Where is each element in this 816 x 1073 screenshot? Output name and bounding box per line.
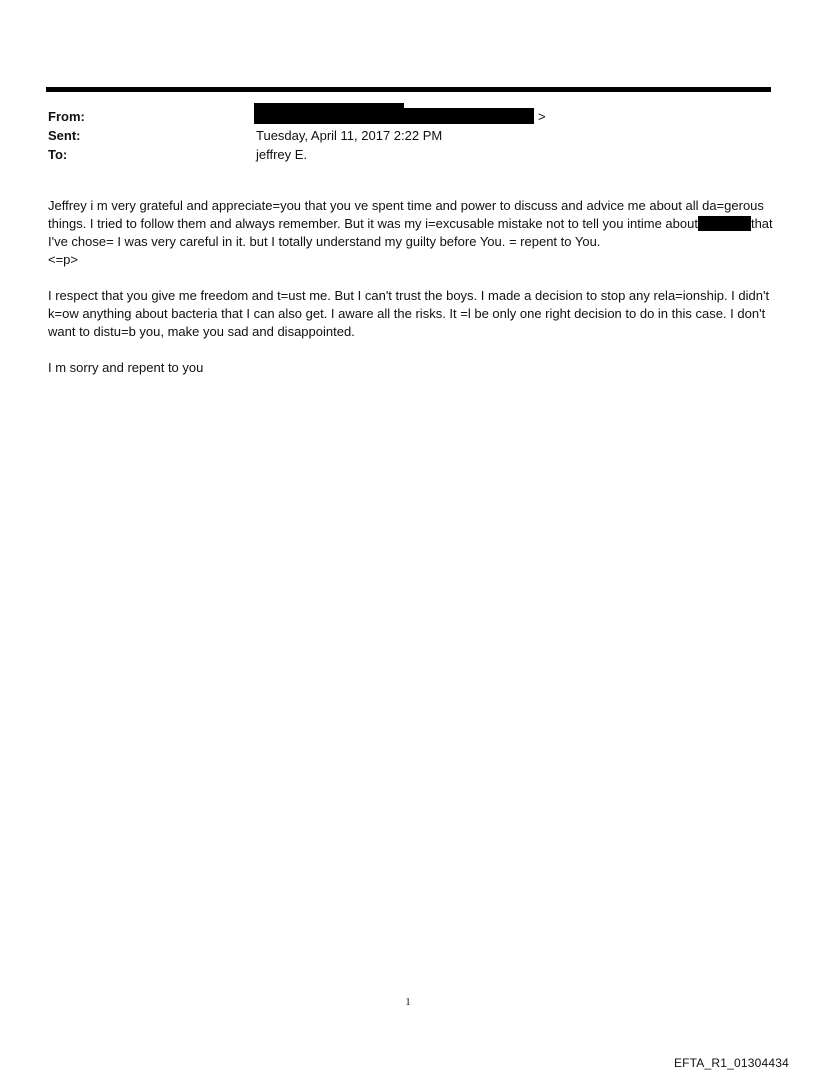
body-paragraph-1-part-b: that I've chose= I was very careful in it. but I totally understand my guilty before You. = repent to You.: [48, 216, 773, 249]
sent-label: Sent:: [48, 128, 81, 143]
body-paragraph-2: I respect that you give me freedom and t=ust me. But I can't trust the boys. I made a decision to stop any rela=ionship. I didn't k=ow anything about bacteria that I can also get. I aware all the risks. It =l be only one right decision to do in this case. I don't want to distu=b you, make you sad and disappointed.: [48, 288, 770, 339]
redaction-block: [254, 108, 534, 124]
to-value: jeffrey E.: [256, 147, 308, 162]
email-header: [48, 107, 768, 164]
redaction-block: [698, 216, 751, 231]
body-paragraph-3: I m sorry and repent to you: [48, 360, 204, 375]
body-paragraph-1-part-a: Jeffrey i m very grateful and appreciate=you that you ve spent time and power to discuss and advice me about all da=gerous things. I tried to follow them and always remember. But it was my i=excusable mistake not to tell you intime about: [48, 198, 764, 231]
from-row: [48, 107, 768, 126]
sent-row: [48, 126, 768, 145]
to-row: [48, 145, 768, 164]
page-number: 1: [405, 996, 411, 1008]
email-body: [48, 197, 773, 395]
from-tail: >: [538, 109, 546, 124]
document-id: EFTA_R1_01304434: [673, 1056, 789, 1070]
body-paragraph-1: [48, 197, 773, 269]
body-paragraph-1-part-c: <=p>: [48, 252, 79, 267]
sent-value: Tuesday, April 11, 2017 2:22 PM: [256, 128, 443, 143]
to-label: To:: [48, 147, 68, 162]
header-divider: [46, 87, 771, 92]
from-label: From:: [48, 109, 85, 124]
